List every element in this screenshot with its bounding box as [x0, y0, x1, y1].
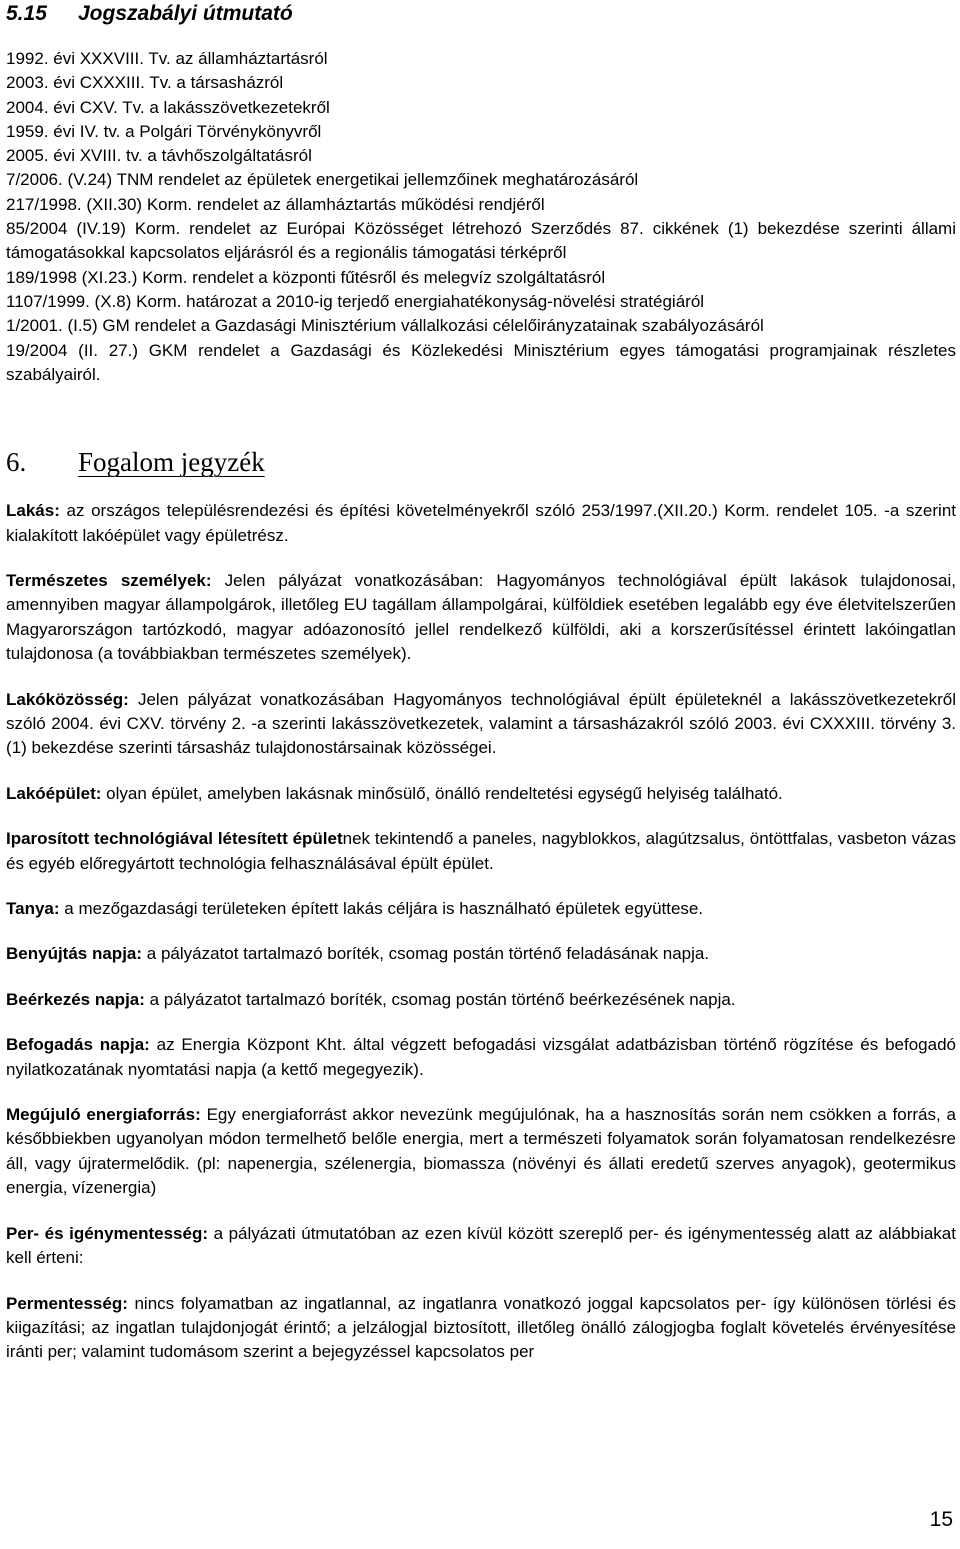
definition-text: a pályázati útmutatóban az ezen kívül között szereplő per- és igénymentesség alatt az alábbiakat kell érteni:: [6, 1223, 956, 1268]
definition-text: Jelen pályázat vonatkozásában: Hagyományos technológiával épült lakások tulajdonosai, amennyiben magyar állampolgárok, illetőleg EU tagállam állampolgárai, külföldiek esetében legalább egy éve életvitelszerűen Magyarországon tartózkodó, magyar adóazonosító jellel rendelkező külföldi, aki a korszerűsítéssel érintett lakóingatlan tulajdonosa (a továbbiakban természetes személyek).: [6, 570, 956, 664]
glossary-heading: [6, 445, 956, 479]
page-number: 15: [929, 1508, 953, 1531]
definition-term: Beérkezés napja:: [6, 989, 145, 1009]
law-list: [6, 47, 956, 387]
definition-lakokozosseg: [6, 688, 956, 761]
law-item: 189/1998 (XI.23.) Korm. rendelet a központi fűtésről és melegvíz szolgáltatásról: [6, 267, 606, 287]
law-item: 1959. évi IV. tv. a Polgári Törvénykönyvről: [6, 121, 322, 141]
definition-benyujtas-napja: [6, 942, 956, 966]
definition-tanya: [6, 897, 956, 921]
definition-term: Iparosított technológiával létesített épület: [6, 829, 343, 849]
definition-beerkezes-napja: [6, 988, 956, 1012]
definition-text: olyan épület, amelyben lakásnak minősülő, önálló rendeltetési egységű helyiség található.: [101, 783, 783, 803]
law-item: 2003. évi CXXXIII. Tv. a társasházról: [6, 73, 284, 93]
definition-term: Befogadás napja:: [6, 1035, 150, 1055]
law-item: 7/2006. (V.24) TNM rendelet az épületek energetikai jellemzőinek meghatározásáról: [6, 170, 639, 190]
section-title: Jogszabályi útmutató: [78, 2, 293, 25]
definition-per-es-igenymentesseg: [6, 1222, 956, 1271]
definition-term: Tanya:: [6, 899, 60, 919]
definition-term: Permentesség:: [6, 1293, 128, 1313]
definition-term: Megújuló energiaforrás:: [6, 1105, 201, 1125]
definition-termeszetes-szemelyek: [6, 569, 956, 667]
law-item: 1/2001. (I.5) GM rendelet a Gazdasági Minisztérium vállalkozási célelőirányzatainak szabályozásáról: [6, 316, 764, 336]
definition-text: a mezőgazdasági területeken épített lakás céljára is használható épületek együttese.: [59, 899, 704, 919]
law-item: 217/1998. (XII.30) Korm. rendelet az államháztartás működési rendjéről: [6, 194, 545, 214]
document-page: [6, 0, 956, 1386]
law-item: 85/2004 (IV.19) Korm. rendelet az Európai Közösséget létrehozó Szerződés 87. cikkének (1) bekezdése szerinti állami támogatásokkal kapcsolatos eljárásról és a regionális támogatási térképről: [6, 219, 956, 263]
definition-text: Jelen pályázat vonatkozásában Hagyományos technológiával épült épületeknél a lakásszövetkezetekről szóló 2004. évi CXV. törvény 2. -a szerinti lakásszövetkezetek, valamint a társasházakról szóló 2003. évi CXXXIII. törvény 3. (1) bekezdése szerinti társasház tulajdonostársainak közösségei.: [6, 689, 956, 758]
section-number: 5.15: [6, 2, 47, 25]
definition-megujulo-energiaforras: [6, 1103, 956, 1201]
definition-lakoepulet: [6, 782, 956, 806]
glossary-list: [6, 499, 956, 1365]
definition-term: Természetes személyek:: [6, 570, 212, 590]
glossary-title: Fogalom jegyzék: [78, 447, 265, 478]
law-item: 1107/1999. (X.8) Korm. határozat a 2010-ig terjedő energiahatékonyság-növelési stratégiáról: [6, 291, 705, 311]
law-item: 2004. évi CXV. Tv. a lakásszövetkezetekről: [6, 97, 330, 117]
definition-text: nek tekintendő a paneles, nagyblokkos, alagútzsalus, öntöttfalas, vasbeton vázas és egyéb előregyártott technológia felhasználásával épült épület.: [6, 829, 956, 873]
definition-text: az országos településrendezési és építési követelményekről szóló 253/1997.(XII.20.) Korm. rendelet 105. -a szerint kialakított lakóépület vagy épületrész.: [6, 501, 956, 545]
law-item: 2005. évi XVIII. tv. a távhőszolgáltatásról: [6, 146, 312, 166]
definition-text: a pályázatot tartalmazó boríték, csomag postán történő feladásának napja.: [142, 944, 710, 964]
definition-text: nincs folyamatban az ingatlannal, az ingatlanra vonatkozó joggal kapcsolatos per- így különösen törlési és kiigazítási; az ingatlan tulajdonjogát érintő; a jelzálogjal biztosított, illetőleg önálló zálogjogba foglalt követelés érvényesítése iránti per; valamint tudomásom szerint a bejegyzéssel kapcsolatos per: [6, 1293, 956, 1362]
section-heading: [6, 1, 956, 27]
definition-term: Lakóépület:: [6, 783, 102, 803]
definition-term: Lakás:: [6, 501, 60, 521]
definition-lakas: [6, 499, 956, 548]
definition-term: Per- és igénymentesség:: [6, 1223, 208, 1243]
definition-text: az Energia Központ Kht. által végzett befogadási vizsgálat adatbázisban történő rögzítése és befogadó nyilatkozatának nyomtatási napja (a kettő megegyezik).: [6, 1035, 956, 1079]
law-item: 1992. évi XXXVIII. Tv. az államháztartásról: [6, 49, 328, 68]
definition-befogadas-napja: [6, 1033, 956, 1082]
definition-text: a pályázatot tartalmazó boríték, csomag postán történő beérkezésének napja.: [144, 989, 736, 1009]
definition-term: Benyújtás napja:: [6, 944, 143, 964]
definition-term: Lakóközösség:: [6, 689, 129, 709]
definition-permentesseg: [6, 1292, 956, 1365]
glossary-number: 6.: [6, 447, 27, 478]
definition-iparositott-epulet: [6, 827, 956, 876]
law-item: 19/2004 (II. 27.) GKM rendelet a Gazdasági és Közlekedési Minisztérium egyes támogatási programjainak részletes szabályairól.: [6, 340, 956, 384]
definition-text: Egy energiaforrást akkor nevezünk megújulónak, ha a hasznosítás során nem csökken a forrás, a későbbiekben ugyanolyan módon termelhető belőle energia, mert a természeti folyamatok során folyamatosan rendelkezésre áll, vagy újratermelődik. (pl: napenergia, szélenergia, biomassza (növényi és állati eredetű szerves anyagok), geotermikus energia, vízenergia): [6, 1105, 957, 1198]
